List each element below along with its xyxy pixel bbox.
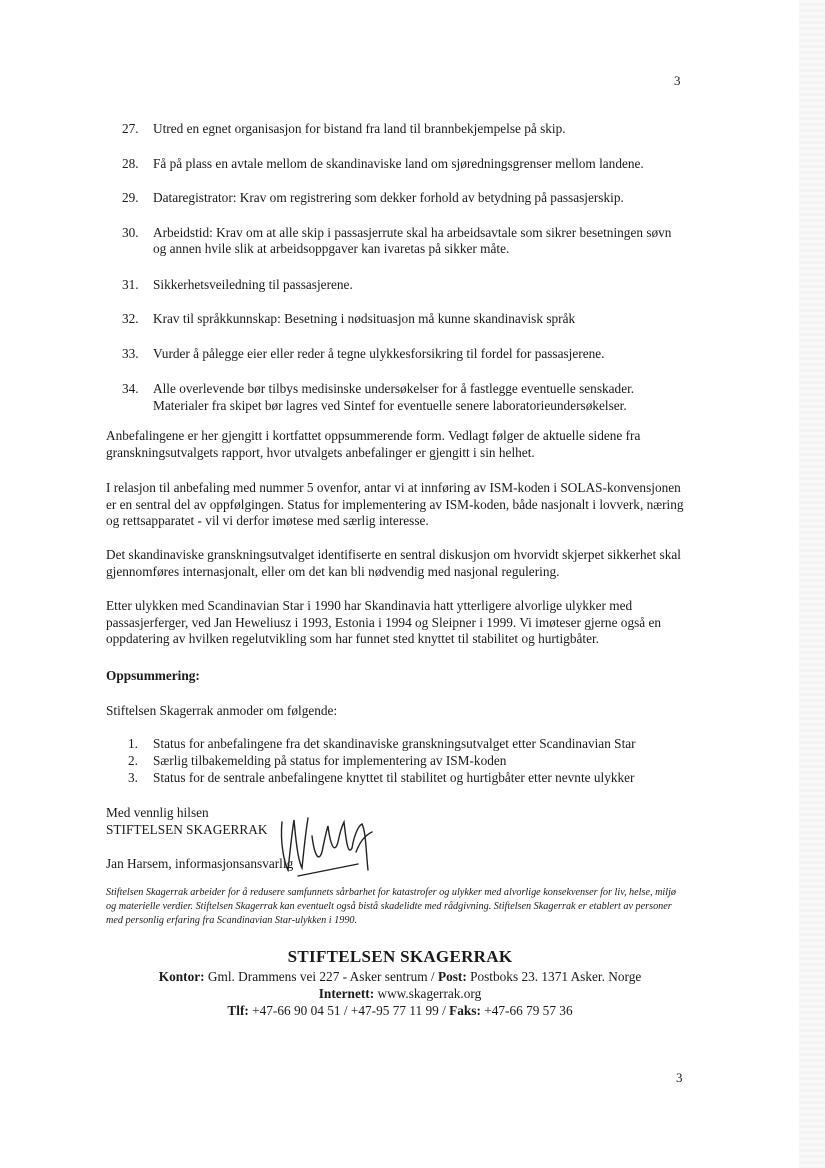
post-label: Post: <box>437 969 467 984</box>
closing-greeting: Med vennlig hilsen <box>106 805 209 820</box>
item-number: 29. <box>122 190 139 205</box>
item-number: 3. <box>128 770 138 785</box>
list-item <box>122 156 682 173</box>
closing-signer: Jan Harsem, informasjonsansvarlig <box>106 856 294 871</box>
list-item <box>128 752 688 769</box>
item-text: Alle overlevende bør tilbys medisinske undersøkelser for å fastlegge eventuelle senskader. Materialer fra skipet bør lagres ved Sintef for eventuelle senere laboratorieundersøkelser. <box>153 381 635 413</box>
footer-title: STIFTELSEN SKAGERRAK <box>287 947 513 966</box>
item-number: 28. <box>122 155 139 171</box>
item-number: 2. <box>128 753 138 768</box>
list-item <box>122 190 682 207</box>
recommendation-list <box>122 121 682 414</box>
item-number: 32. <box>122 311 139 326</box>
kontor-label: Kontor: <box>158 969 205 984</box>
item-number: 1. <box>128 736 138 751</box>
footer-web <box>100 985 700 1002</box>
item-text: Status for de sentrale anbefalingene knyttet til stabilitet og hurtigbåter etter nevnte ulykker <box>153 770 635 785</box>
list-item <box>122 277 682 294</box>
item-number: 33. <box>122 345 139 361</box>
item-text: Vurder å pålegge eier eller reder å tegne ulykkesforsikring til fordel for passasjerene. <box>153 345 605 361</box>
paragraph-regulation: Det skandinaviske granskningsutvalget identifiserte en sentral diskusjon om hvorvidt skjerpet sikkerhet skal gjennomføres internasjonalt, eller om det kan bli nødvendig med nasjonal regulering. <box>106 547 681 579</box>
closing-org: STIFTELSEN SKAGERRAK <box>106 822 268 837</box>
website-link[interactable]: www.skagerrak.org <box>377 986 482 1001</box>
paragraph-ism-code: I relasjon til anbefaling med nummer 5 ovenfor, antar vi at innføring av ISM-koden i SOLAS-konvensjonen er en sentral del av oppfølgingen. Status for implementering av ISM-koden, både nasjonalt i lovverk, næring og rettsapparatet - vil vi derfor imøtese med særlig interesse. <box>106 480 684 528</box>
request-list <box>128 735 688 786</box>
handwritten-signature <box>268 812 383 882</box>
mission-statement: Stiftelsen Skagerrak arbeider for å redusere samfunnets sårbarhet for katastrofer og ulykker med alvorlige konsekvenser for liv, helse, miljø og materielle verdier. Stiftelsen Skagerrak kan eventuelt også bistå skadelidte med rådgivning. Stiftelsen Skagerrak er etablert av personer med personlig erfaring fra Scandinavian Star-ulykken i 1990. <box>106 887 677 926</box>
post-value: Postboks 23. 1371 Asker. Norge <box>470 969 642 984</box>
list-item <box>122 381 682 414</box>
tlf-value: +47-66 90 04 51 / +47-95 77 11 99 / <box>252 1003 446 1018</box>
paragraph-accidents: Etter ulykken med Scandinavian Star i 1990 har Skandinavia hatt ytterligere alvorlige ulykker med passasjerferger, ved Jan Heweliusz i 1993, Estonia i 1994 og Sleipner i 1999. Vi imøteser gjerne også en oppdatering av hvilken regelutvikling som har funnet sted knyttet til stabilitet og hurtigbåter. <box>106 598 662 646</box>
tlf-label: Tlf: <box>227 1003 249 1018</box>
item-number: 30. <box>122 224 139 240</box>
scan-edge <box>799 0 825 1168</box>
item-number: 27. <box>122 121 139 136</box>
item-text: Krav til språkkunnskap: Besetning i nødsituasjon må kunne skandinavisk språk <box>153 311 576 326</box>
closing-block <box>106 804 293 872</box>
list-item <box>122 121 682 138</box>
summary-intro: Stiftelsen Skagerrak anmoder om følgende: <box>106 703 338 718</box>
list-item <box>128 769 688 786</box>
list-item <box>122 346 682 363</box>
summary-heading: Oppsummering: <box>106 668 200 683</box>
item-text: Få på plass en avtale mellom de skandinaviske land om sjøredningsgrenser mellom landene. <box>153 155 644 171</box>
list-item <box>128 735 688 752</box>
footer-address <box>100 968 700 985</box>
letterhead-footer <box>100 946 700 1019</box>
faks-label: Faks: <box>449 1003 481 1018</box>
faks-value: +47-66 79 57 36 <box>484 1003 573 1018</box>
item-number: 31. <box>122 276 139 292</box>
internett-label: Internett: <box>318 986 375 1001</box>
item-text: Særlig tilbakemelding på status for implementering av ISM-koden <box>153 753 507 768</box>
item-text: Arbeidstid: Krav om at alle skip i passasjerrute skal ha arbeidsavtale som sikrer besetningen søvn og annen hvile slik at arbeidsoppgaver kan ivaretas på sikker måte. <box>153 224 672 256</box>
item-number: 34. <box>122 381 139 396</box>
list-item <box>122 311 682 328</box>
item-text: Sikkerhetsveiledning til passasjerene. <box>153 276 353 292</box>
paragraph-summary-form: Anbefalingene er her gjengitt i kortfattet oppsummerende form. Vedlagt følger de aktuelle sidene fra granskningsutvalgets rapport, hvor utvalgets anbefalinger er gjengitt i sin helhet. <box>106 428 641 460</box>
page-number-bottom: 3 <box>676 1070 683 1085</box>
page-number-top: 3 <box>674 73 681 88</box>
footer-phone <box>100 1002 700 1019</box>
kontor-value: Gml. Drammens vei 227 - Asker sentrum / <box>207 969 435 984</box>
item-text: Utred en egnet organisasjon for bistand fra land til brannbekjempelse på skip. <box>153 121 566 136</box>
list-item <box>122 225 682 258</box>
item-text: Status for anbefalingene fra det skandinaviske granskningsutvalget etter Scandinavian Star <box>153 736 636 751</box>
item-text: Dataregistrator: Krav om registrering som dekker forhold av betydning på passasjerskip. <box>153 190 624 205</box>
